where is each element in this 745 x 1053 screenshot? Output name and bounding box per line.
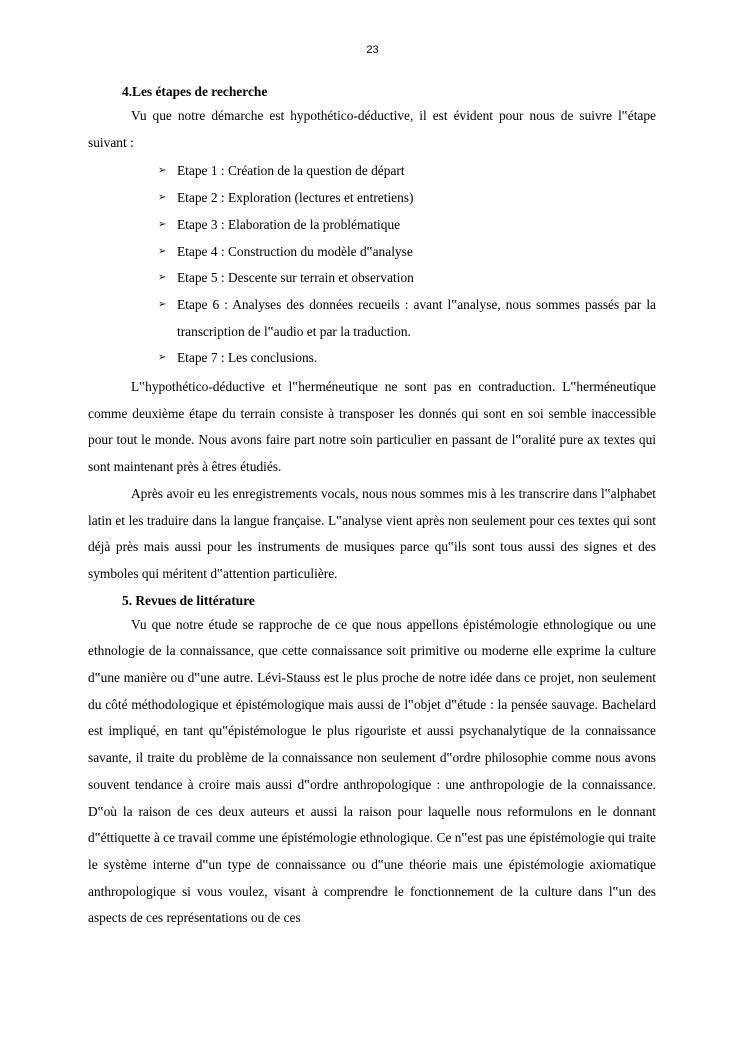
steps-list — [88, 158, 656, 372]
arrow-bullet-icon: ➢ — [158, 352, 167, 364]
list-item — [88, 239, 656, 266]
list-item — [88, 185, 656, 212]
paragraph-enregistrements: Après avoir eu les enregistrements vocals, nous nous sommes mis à les transcrire dans l‟alphabet latin et les traduire dans la langue française. L‟analyse vient après non seulement pour ces textes qui sont déjà près mais aussi pour les instruments de musiques parce qu‟ils sont tous aussi des signes et des symboles qui méritent d‟attention particulière. — [88, 485, 656, 581]
arrow-bullet-icon: ➢ — [158, 272, 167, 284]
document-body — [88, 81, 656, 932]
list-item — [88, 292, 656, 345]
step-text: Etape 7 : Les conclusions. — [177, 350, 318, 366]
step-text: Etape 4 : Construction du modèle d‟analyse — [177, 243, 413, 259]
step-text: Etape 1 : Création de la question de départ — [177, 163, 405, 179]
paragraph-revues: Vu que notre étude se rapproche de ce que nous appellons épistémologie ethnologique ou une ethnologie de la connaissance, que cette connaissance soit primitive ou moderne elle exprime la culture d‟une manière ou d‟une autre. Lévi-Stauss est le plus proche de notre idée dans ce projet, non seulement du côté méthodologique et épistémologique mais aussi de l‟objet d‟étude : la pensée sauvage. Bachelard est impliqué, en tant qu‟épistémologue le plus rigouriste et aussi psychanalytique de la connaissance savante, il traite du problème de la connaissance non seulement d‟ordre philosophie comme nous avons souvent tendance à croire mais aussi d‟ordre anthropologique : une anthropologie de la connaissance. D‟où la raison de ces deux auteurs et aussi la raison pour laquelle nous reformulons en le donnant d‟éttiquette à ce travail comme une épistémologie ethnologique. Ce n‟est pas une épistémologie qui traite le système interne d‟un type de connaissance ou d‟une théorie mais une épistémologie axiomatique anthropologique si vous voulez, visant à comprendre le fonctionnement de la culture dans l‟un des aspects de ces représentations ou de ces — [88, 616, 656, 926]
paragraph-hermeneutique: L‟hypothético-déductive et l‟herméneutique ne sont pas en contraduction. L‟herméneutique comme deuxième étape du terrain consiste à transposer les donnés qui sont en soi semble inaccessible pour tout le monde. Nous avons faire part notre soin particulier en passant de l‟oralité pure ax textes qui sont maintenant près à êtres étudiés. — [88, 379, 656, 475]
step-text: Etape 3 : Elaboration de la problématique — [177, 216, 401, 232]
list-item — [88, 345, 656, 372]
arrow-bullet-icon: ➢ — [158, 298, 167, 310]
list-item — [88, 265, 656, 292]
list-item — [88, 212, 656, 239]
intro-paragraph: Vu que notre démarche est hypothético-déductive, il est évident pour nous de suivre l‟étape suivant : — [88, 108, 656, 150]
section-heading-revues: 5. Revues de littérature — [122, 592, 255, 608]
arrow-bullet-icon: ➢ — [158, 165, 167, 177]
page-number: 23 — [366, 44, 379, 56]
step-text: Etape 2 : Exploration (lectures et entretiens) — [177, 190, 414, 206]
step-text: Etape 6 : Analyses des données recueils : avant l‟analyse, nous sommes passés par la transcription de l‟audio et par la traduction. — [177, 296, 656, 339]
list-item — [88, 158, 656, 185]
arrow-bullet-icon: ➢ — [158, 218, 167, 230]
arrow-bullet-icon: ➢ — [158, 245, 167, 257]
section-heading-etapes: 4.Les étapes de recherche — [122, 84, 268, 99]
step-text: Etape 5 : Descente sur terrain et observation — [177, 270, 414, 286]
arrow-bullet-icon: ➢ — [158, 192, 167, 204]
